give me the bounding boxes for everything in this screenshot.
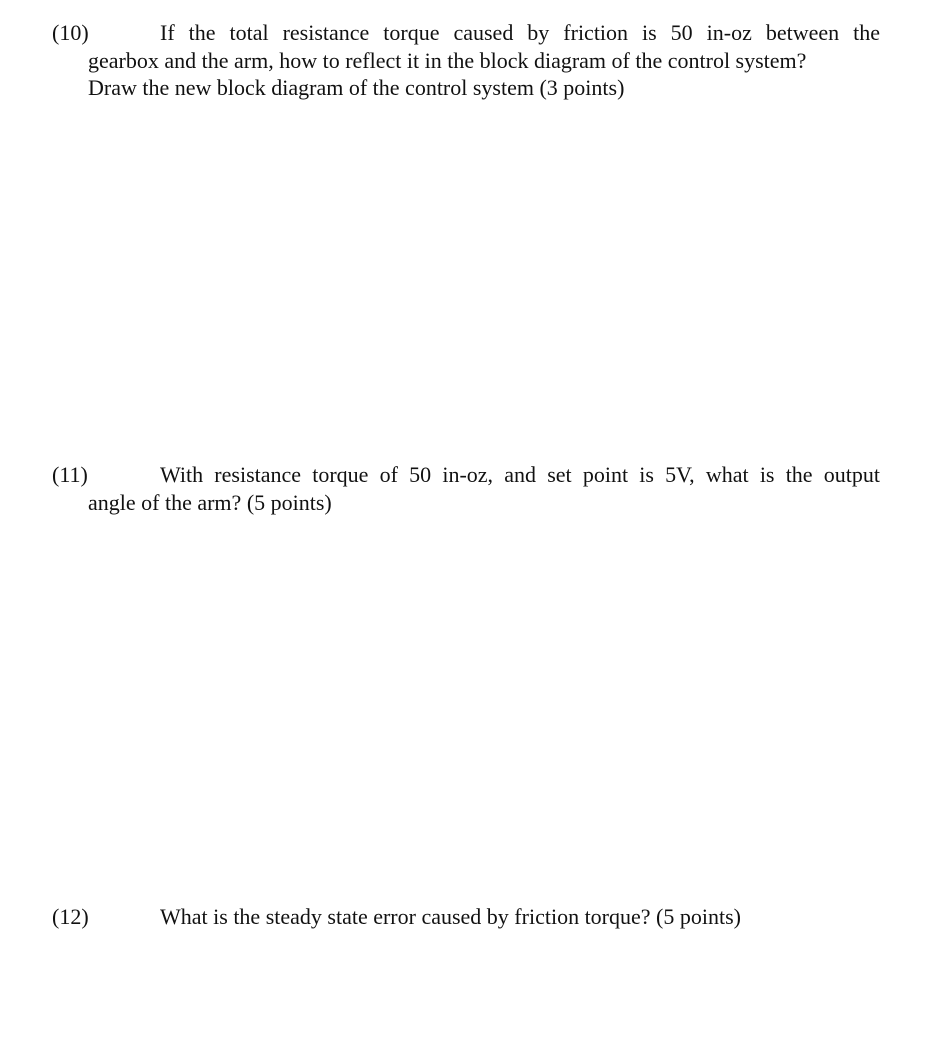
question-text: What is the steady state error caused by friction torque? (5 points) [160,904,741,929]
question-number: (12) [52,904,89,929]
question-text: If the total resistance torque caused by friction is 50 in-oz between the [160,20,880,45]
question-10-first-line [52,19,880,47]
question-number: (10) [52,20,89,45]
question-text-line: gearbox and the arm, how to reflect it in the block diagram of the control system? [88,47,807,73]
question-text-line: angle of the arm? (5 points) [88,489,332,515]
question-10 [52,19,880,102]
question-number: (11) [52,462,88,487]
question-text-line: Draw the new block diagram of the control system (3 points) [88,75,625,100]
question-12 [52,903,880,931]
question-11 [52,461,880,516]
question-text: With resistance torque of 50 in-oz, and set point is 5V, what is the output [160,462,880,487]
question-12-first-line [52,903,880,931]
question-11-first-line [52,461,880,489]
